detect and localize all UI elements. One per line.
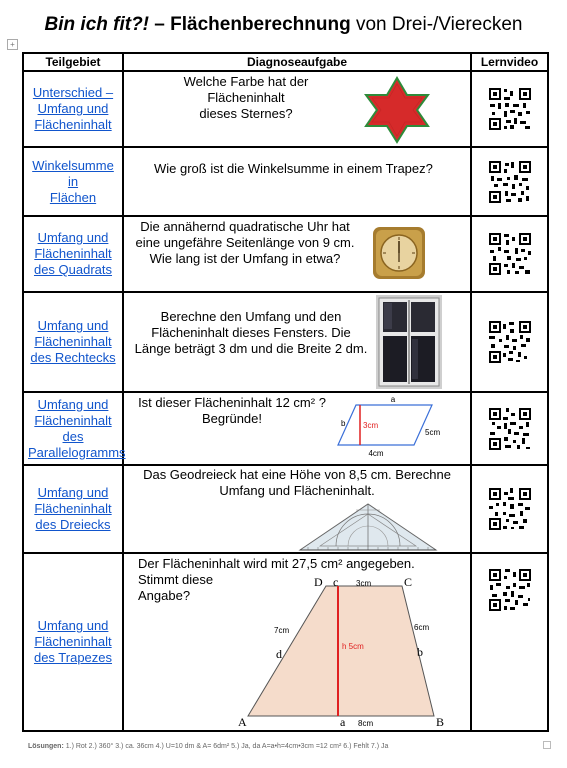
task-line: Ist dieser Flächeninhalt 12 cm² ? [138,395,326,410]
topic-link-square[interactable] [24,230,122,278]
topic-cell [23,465,123,553]
qr-code-icon[interactable] [488,407,532,451]
topic-line: des Quadrats [33,262,113,277]
topic-line: Umfang und [37,318,109,333]
topic-line: Flächeninhalt [34,501,112,516]
topic-cell [23,292,123,392]
topic-line: Flächeninhalt [34,412,112,428]
task-cell [123,292,471,392]
trapezoid-diagram [234,576,450,730]
topic-cell [23,392,126,465]
clock-icon [372,226,426,280]
topic-line: Unterschied – [32,85,114,100]
diagnosis-table [22,52,549,732]
topic-link-triangle[interactable] [24,485,122,533]
task-line: Berechne den Umfang und den [160,309,342,324]
label-height: 3cm [363,421,379,430]
task-cell [123,392,471,465]
topic-cell [23,216,123,292]
topic-line: Umfang und [37,396,109,412]
table-row [23,392,548,465]
task-line: Welche Farbe hat der Flächeninhalt [183,74,309,105]
header-task: Diagnoseaufgabe [123,53,471,71]
topic-line: Flächeninhalt [34,117,112,132]
task-line: Begründe! [202,411,262,426]
topic-line: Flächeninhalt [34,334,112,349]
topic-link-rectangle[interactable] [24,318,122,366]
topic-line: des Rechtecks [30,350,116,365]
task-cell [123,553,471,731]
title-part3: von Drei-/Vierecken [350,14,523,35]
side-d: d [276,647,282,661]
topic-line: Flächen [49,189,97,205]
vertex-C: C [404,576,413,589]
qr-code-icon[interactable] [488,160,532,204]
qr-cell [471,465,548,553]
table-anchor-icon[interactable]: + [7,39,18,50]
label-height: h 5cm [342,642,364,651]
label-top: 3cm [356,579,372,588]
solutions-text: 1.) Rot 2.) 360° 3.) ca. 36cm 4.) U=10 dm & A= 6dm² 5.) Ja, da A=a•h=4cm•3cm =12 cm² 6.) Fehlt 7.) Ja [63,743,389,750]
topic-line: des [62,428,84,444]
header-video: Lernvideo [471,53,548,71]
parallelogram-diagram [336,395,446,463]
table-row [23,147,548,216]
task-line: Stimmt diese [138,572,214,587]
label-base: 8cm [358,719,374,728]
topic-line: Parallelogramms [28,444,126,460]
label-base: 4cm [368,449,384,458]
title-part2: Flächenberechnung [170,14,351,35]
title-dash: – [149,14,171,35]
task-cell [123,147,471,216]
side-c: c [333,576,339,589]
table-row [23,465,548,553]
topic-line: Umfang und [37,101,109,116]
qr-cell [471,292,548,392]
qr-code-icon[interactable] [488,568,532,612]
table-row [23,216,548,292]
side-b: b [417,645,423,659]
qr-cell [471,147,548,216]
qr-cell [471,392,548,465]
solutions-label: Lösungen: [28,743,64,750]
set-square-icon [298,502,438,552]
label-b: b [341,419,346,428]
title-part1: Bin ich fit?! [44,14,150,35]
qr-cell [471,71,548,147]
topic-cell [23,553,123,731]
task-line: Der Flächeninhalt wird mit 27,5 cm² angegeben. [138,556,415,571]
task-line: Die annähernd quadratische Uhr hat [140,219,350,234]
topic-line: Umfang und [37,485,109,500]
table-row [23,71,548,147]
qr-code-icon[interactable] [488,487,532,531]
task-line: dieses Sternes? [199,106,293,121]
vertex-B: B [436,715,445,729]
qr-code-icon[interactable] [488,232,532,276]
topic-link-perimeter-vs-area[interactable] [24,85,122,133]
label-right: 6cm [414,623,430,632]
topic-line: Flächeninhalt [34,634,112,649]
solutions-footer [28,743,388,750]
side-a: a [340,715,346,729]
task-cell [123,71,471,147]
table-row [23,553,548,731]
qr-cell [471,553,548,731]
window-icon [376,295,442,389]
star-icon [358,76,436,144]
topic-line: des Trapezes [33,650,113,665]
page-title [0,14,567,36]
task-line: Wie groß ist die Winkelsumme in einem Trapez? [154,161,433,176]
task-cell [123,216,471,292]
topic-line: des Dreiecks [35,517,111,532]
vertex-D: D [314,576,323,589]
task-cell [123,465,471,553]
task-line: Wie lang ist der Umfang in etwa? [149,251,341,266]
topic-line: Umfang und [37,230,109,245]
topic-link-parallelogram[interactable] [24,396,126,461]
topic-cell [23,147,123,216]
qr-cell [471,216,548,292]
resize-handle-icon[interactable] [543,741,551,749]
task-line: eine ungefähre Seitenlänge von 9 cm. [135,235,355,250]
task-line: Das Geodreieck hat eine Höhe von 8,5 cm. Berechne [143,467,451,482]
topic-cell [23,71,123,147]
header-topic: Teilgebiet [23,53,123,71]
table-row [23,292,548,392]
header-row [23,53,548,71]
topic-line: Winkelsumme in [32,157,114,189]
task-line: Länge beträgt 3 dm und die Breite 2 dm. [134,341,368,356]
topic-link-trapezoid[interactable] [24,618,122,666]
task-line: Angabe? [138,588,191,603]
topic-link-angle-sum[interactable] [24,158,122,206]
task-line: Flächeninhalt dieses Fensters. Die [151,325,351,340]
label-left: 7cm [274,626,290,635]
label-a: a [390,395,396,404]
qr-code-icon[interactable] [488,87,532,131]
topic-line: Flächeninhalt [34,246,112,261]
task-line: Umfang und Flächeninhalt. [219,483,375,498]
topic-line: Umfang und [37,618,109,633]
qr-code-icon[interactable] [488,320,532,364]
label-side: 5cm [425,428,441,437]
vertex-A: A [238,715,247,729]
